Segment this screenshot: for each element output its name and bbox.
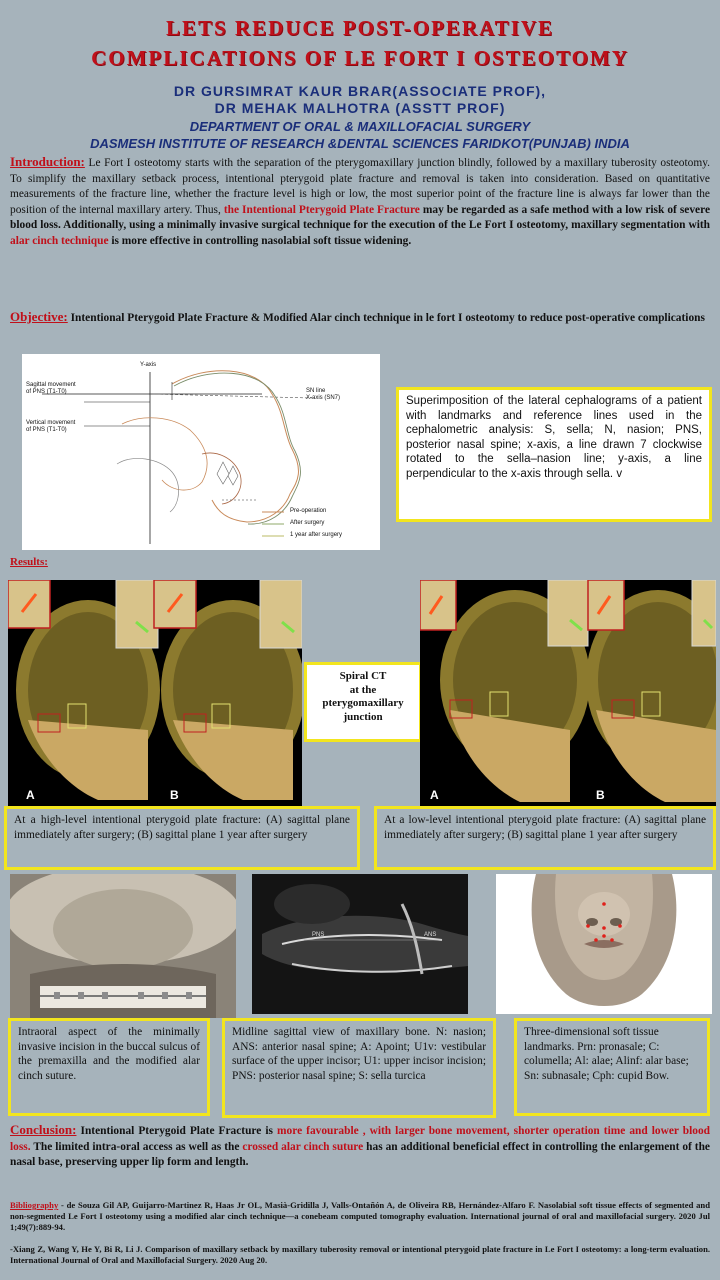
author-1: DR GURSIMRAT KAUR BRAR(ASSOCIATE PROF), (173, 83, 547, 99)
spiral-ct-box: Spiral CT at the pterygomaxillary junction (304, 662, 422, 742)
intraoral-photo (10, 874, 236, 1018)
ceph-sagittal-2: of PNS (T1-T0) (26, 389, 67, 395)
ct-high-label-b: B (170, 788, 179, 802)
ceph-x-axis: X-axis (SN7) (306, 395, 341, 401)
ct-low-label-b: B (596, 788, 605, 802)
conclusion-paragraph (10, 1122, 710, 1171)
bibliography-ref-2: -Xiang Z, Wang Y, He Y, Bi R, Li J. Comparison of maxillary setback by maxillary tuberosity removal or intentional pterygoid plate fracture in Le Fort I osteotomy: a long-term evaluation. International Journal of Oral and Maxillofacial Surgery. 2020 Aug 20. (10, 1244, 710, 1265)
author-2: DR MEHAK MALHOTRA (ASSTT PROF) (214, 100, 506, 116)
ct-high-label-a: A (26, 788, 35, 802)
ct-low-label-a: A (430, 788, 439, 802)
ceph-vertical-1: Vertical movement (26, 420, 76, 426)
ct-label-ans: ANS (424, 932, 437, 938)
objective-text: Intentional Pterygoid Plate Fracture & Modified Alar cinch technique in le fort I osteotomy to reduce post-operative complications (67, 312, 705, 324)
ct-low-level-image (420, 580, 716, 806)
bibliography-text-1: - de Souza Gil AP, Guijarro-Martinez R, Haas Jr OL, Masià-Gridilla J, Valls-Ontañón A, de Oliveira RB, Hernández-Alfaro F. Nasolabial soft tissue effects of segmented and non-segmented Le Fort I osteotomy using a modified alar cinch technique—a conebeam computed tomography evaluation. International journal of oral and maxillofacial surgery. 2020 Jul 1;49(7):889-94. (10, 1200, 710, 1232)
bibliography-ref-1 (10, 1200, 710, 1233)
caption-intraoral: Intraoral aspect of the minimally invasive incision in the buccal sulcus of the premaxilla and the modified alar cinch suture. (8, 1018, 210, 1116)
bibliography-heading: Bibliography (10, 1200, 59, 1210)
conclusion-text-3: has an additional beneficial effect in controlling the enlargement of the nasal base, preserving upper lip form and length. (10, 1140, 710, 1169)
3d-face-scan (496, 874, 712, 1014)
ct-high-level-image (8, 580, 302, 806)
conclusion-text-2: The limited intra-oral access as well as the (30, 1140, 243, 1153)
ceph-legend-1yr: 1 year after surgery (290, 532, 343, 538)
ceph-legend-pre: Pre-operation (290, 508, 327, 514)
ceph-sagittal-1: Sagittal movement (26, 382, 76, 388)
title-line-2: COMPLICATIONS OF LE FORT I OSTEOTOMY (91, 46, 629, 70)
title-line-1: LETS REDUCE POST-OPERATIVE (165, 16, 555, 40)
caption-high-level: At a high-level intentional pterygoid plate fracture: (A) sagittal plane immediately after surgery; (B) sagittal plane 1 year after surgery (4, 806, 360, 870)
ceph-legend-after: After surgery (290, 520, 325, 526)
ceph-y-axis: Y-axis (140, 362, 157, 368)
intro-highlight-1: the Intentional Pterygoid Plate Fracture (223, 203, 420, 216)
ceph-sn-line: SN line (306, 388, 326, 394)
results-heading: Results: (10, 556, 48, 568)
introduction-paragraph (10, 154, 710, 250)
conclusion-highlight-1: more favourable , with larger bone movement, shorter operation time and lower blood loss. (10, 1125, 710, 1153)
objective-heading: Objective: (10, 309, 68, 324)
department: DEPARTMENT OF ORAL & MAXILLOFACIAL SURGERY (189, 119, 531, 134)
cephalogram-image (22, 354, 380, 550)
ceph-vertical-2: of PNS (T1-T0) (26, 427, 67, 433)
midline-sagittal-ct (252, 874, 468, 1014)
ct-label-pns: PNS (312, 932, 325, 938)
conclusion-heading: Conclusion: (10, 1122, 77, 1137)
caption-3d: Three-dimensional soft tissue landmarks. Prn: pronasale; C: columella; Al: alae; Alinf: alar base; Sn: subnasale; Cph: cupid Bow. (514, 1018, 710, 1116)
objective-paragraph (10, 309, 710, 327)
intro-text-2: may be regarded as a safe method with a low risk of severe blood loss. Additionally, using a minimally invasive surgical technique for the execution of the Le Fort I osteotomy, maxillary segmentation with (10, 203, 710, 232)
intro-text-1: Le Fort I osteotomy starts with the separation of the pterygomaxillary junction blindly, followed by a maxillary tuberosity osteotomy. To simplify the maxillary setback process, intentional pterygoid plate fracture and removal is taken into consideration. Based on quantitative measurements of the fracture line, whether the fracture level is high or low, the most superior point of the fracture line is always far lower than the position of the internal maxillary artery. Thus, (10, 157, 710, 216)
introduction-heading: Introduction: (10, 154, 85, 169)
conclusion-text-1: Intentional Pterygoid Plate Fracture is (76, 1125, 278, 1137)
institute: DASMESH INSTITUTE OF RESEARCH &DENTAL SCIENCES FARIDKOT(PUNJAB) INDIA (90, 136, 630, 151)
intro-text-3: is more effective in controlling nasolabial soft tissue widening. (108, 234, 412, 247)
intro-highlight-2: alar cinch technique (10, 234, 109, 247)
ceph-caption-box: Superimposition of the lateral cephalograms of a patient with landmarks and reference lines used in the cephalometric analysis: S, sella; N, nasion; PNS, posterior nasal spine; x-axis, a line drawn 7 clockwise rotated to the sella–nasion line; y-axis, a line perpendicular to the x-axis through sella. v (396, 387, 712, 522)
conclusion-highlight-2: crossed alar cinch suture (242, 1140, 364, 1153)
caption-midline: Midline sagittal view of maxillary bone. N: nasion; ANS: anterior nasal spine; A: Apoint; U1v: vestibular surface of the upper incisor; U1: upper incisor incision; PNS: posterior nasal spine; S: sella turcica (222, 1018, 496, 1118)
caption-low-level: At a low-level intentional pterygoid plate fracture: (A) sagittal plane immediately after surgery; (B) sagittal plane 1 year after surgery (374, 806, 716, 870)
